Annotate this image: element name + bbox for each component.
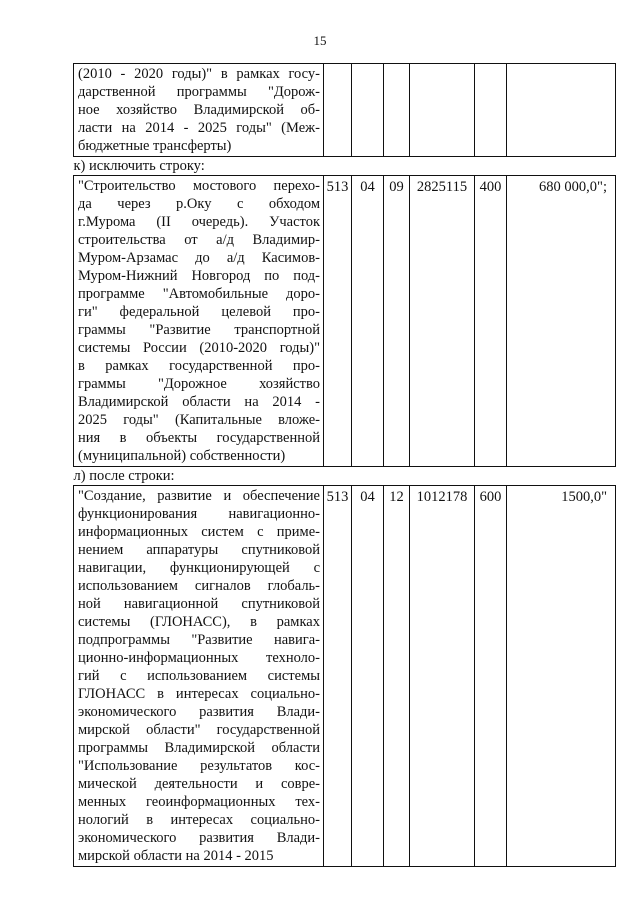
cell-target-article: 1012178 (410, 486, 475, 867)
page-number: 15 (313, 33, 327, 48)
description-line: "Создание, развитие и обеспечение (78, 488, 320, 504)
description-line: "Строительство мостового перехо- (78, 178, 320, 194)
description-line: мической деятельности и совре- (78, 776, 320, 792)
description-line: ной навигационной спутниковой (78, 596, 320, 612)
cell-expense-type: 600 (475, 486, 507, 867)
table-row (74, 176, 616, 467)
description-line: ное хозяйство Владимирской об- (78, 102, 320, 118)
description-line: мирской области" государственной (78, 722, 320, 738)
description-line: использованием сигналов глобаль- (78, 578, 320, 594)
description-line: строительства от а/д Владимир- (78, 232, 320, 248)
description-line: гий с использованием системы (78, 668, 320, 684)
description-line: Муром-Нижний Новгород по под- (78, 268, 320, 284)
description-line: "Использование результатов кос- (78, 758, 320, 774)
description-line: да через р.Оку с обходом (78, 196, 320, 212)
description-line: (муниципальной) собственности) (78, 448, 286, 464)
description-line: граммы "Дорожное хозяйство (78, 376, 320, 392)
description-line: ласти на 2014 - 2025 годы" (Меж- (78, 120, 320, 136)
description-line: программы Владимирской области (78, 740, 320, 756)
description-line: системы (ГЛОНАСС), в рамках (78, 614, 320, 630)
cell-section: 04 (352, 486, 384, 867)
description-line: граммы "Развитие транспортной (78, 322, 320, 338)
description-line: информационных систем с приме- (78, 524, 320, 540)
description-line: подпрограммы "Развитие навига- (78, 632, 320, 648)
description-line: ния в объекты государственной (78, 430, 320, 446)
cell-ministry-code (324, 64, 352, 157)
description-line: экономического развития Влади- (78, 830, 320, 846)
cell-section: 04 (352, 176, 384, 467)
description-line: дарственной программы "Дорож- (78, 84, 320, 100)
description-line: мирской области на 2014 - 2015 (78, 848, 274, 864)
description-line: бюджетные трансферты) (78, 138, 232, 154)
row-description (74, 64, 324, 157)
cell-expense-type: 400 (475, 176, 507, 467)
table-row (74, 64, 616, 157)
description-line: экономического развития Влади- (78, 704, 320, 720)
cell-section (352, 64, 384, 157)
description-line: Муром-Арзамас до а/д Касимов- (78, 250, 320, 266)
description-line: нением аппаратуры спутниковой (78, 542, 320, 558)
cell-target-article: 2825115 (410, 176, 475, 467)
description-line: менных геоинформационных тех- (78, 794, 320, 810)
cell-amount: 1500,0" (507, 486, 616, 867)
cell-subsection: 12 (384, 486, 410, 867)
cell-target-article (410, 64, 475, 157)
table-row (74, 486, 616, 867)
cell-amount (507, 64, 616, 157)
cell-ministry-code: 513 (324, 486, 352, 867)
cell-expense-type (475, 64, 507, 157)
description-line: Владимирской области на 2014 - (78, 394, 320, 410)
description-line: ционно-информационных техноло- (78, 650, 320, 666)
section-heading-row (74, 157, 616, 176)
description-line: в рамках государственной про- (78, 358, 320, 374)
budget-table (73, 63, 616, 867)
description-line: ГЛОНАСС в интересах социально- (78, 686, 320, 702)
row-description (74, 486, 324, 867)
description-line: (2010 - 2020 годы)" в рамках госу- (78, 66, 320, 82)
description-line: ги" федеральной целевой про- (78, 304, 320, 320)
section-heading: к) исключить строку: (73, 158, 205, 174)
description-line: 2025 годы" (Капитальные вложе- (78, 412, 320, 428)
cell-ministry-code: 513 (324, 176, 352, 467)
description-line: нологий в интересах социально- (78, 812, 320, 828)
cell-subsection (384, 64, 410, 157)
description-line: функционирования навигационно- (78, 506, 320, 522)
section-heading: л) после строки: (73, 468, 175, 484)
description-line: навигации, функционирующей с (78, 560, 320, 576)
row-description (74, 176, 324, 467)
description-line: программе "Автомобильные доро- (78, 286, 320, 302)
description-line: системы России (2010-2020 годы)" (78, 340, 320, 356)
section-heading-row (74, 467, 616, 486)
cell-amount: 680 000,0"; (507, 176, 616, 467)
cell-subsection: 09 (384, 176, 410, 467)
description-line: г.Мурома (II очередь). Участок (78, 214, 320, 230)
